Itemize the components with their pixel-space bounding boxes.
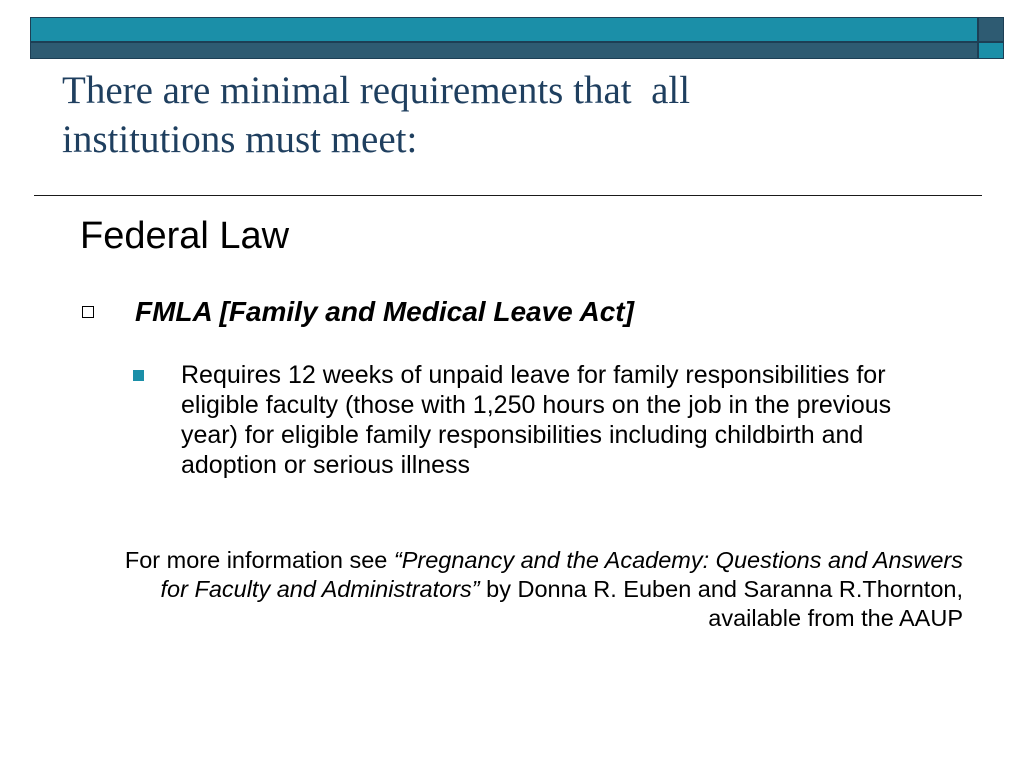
header-band-light <box>30 17 978 42</box>
reference-note <box>110 546 963 633</box>
slide-title: There are minimal requirements that all institutions must meet: <box>62 69 691 161</box>
header-corner-square-bottom <box>978 42 1004 59</box>
bullet-level2-text: Requires 12 weeks of unpaid leave for family responsibilities for eligible faculty (those with 1,250 hours on the job in the previous year) for eligible family responsibilities including childbirth and adoption or serious illness <box>181 361 892 479</box>
hollow-square-bullet-icon <box>82 306 94 318</box>
header-band-dark <box>30 42 978 59</box>
section-heading: Federal Law <box>80 215 290 257</box>
reference-prefix: For more information see <box>124 547 394 573</box>
reference-suffix: by Donna R. Euben and Saranna R.Thornton, available from the AAUP <box>479 576 963 631</box>
header-corner-square-top <box>978 17 1004 42</box>
title-divider <box>34 195 982 196</box>
solid-square-bullet-icon <box>133 370 144 381</box>
reference-book-title: “Pregnancy and the Academy: Questions and Answers for Faculty and Administrators” <box>160 547 963 602</box>
bullet-level1-text: FMLA [Family and Medical Leave Act] <box>135 296 634 327</box>
